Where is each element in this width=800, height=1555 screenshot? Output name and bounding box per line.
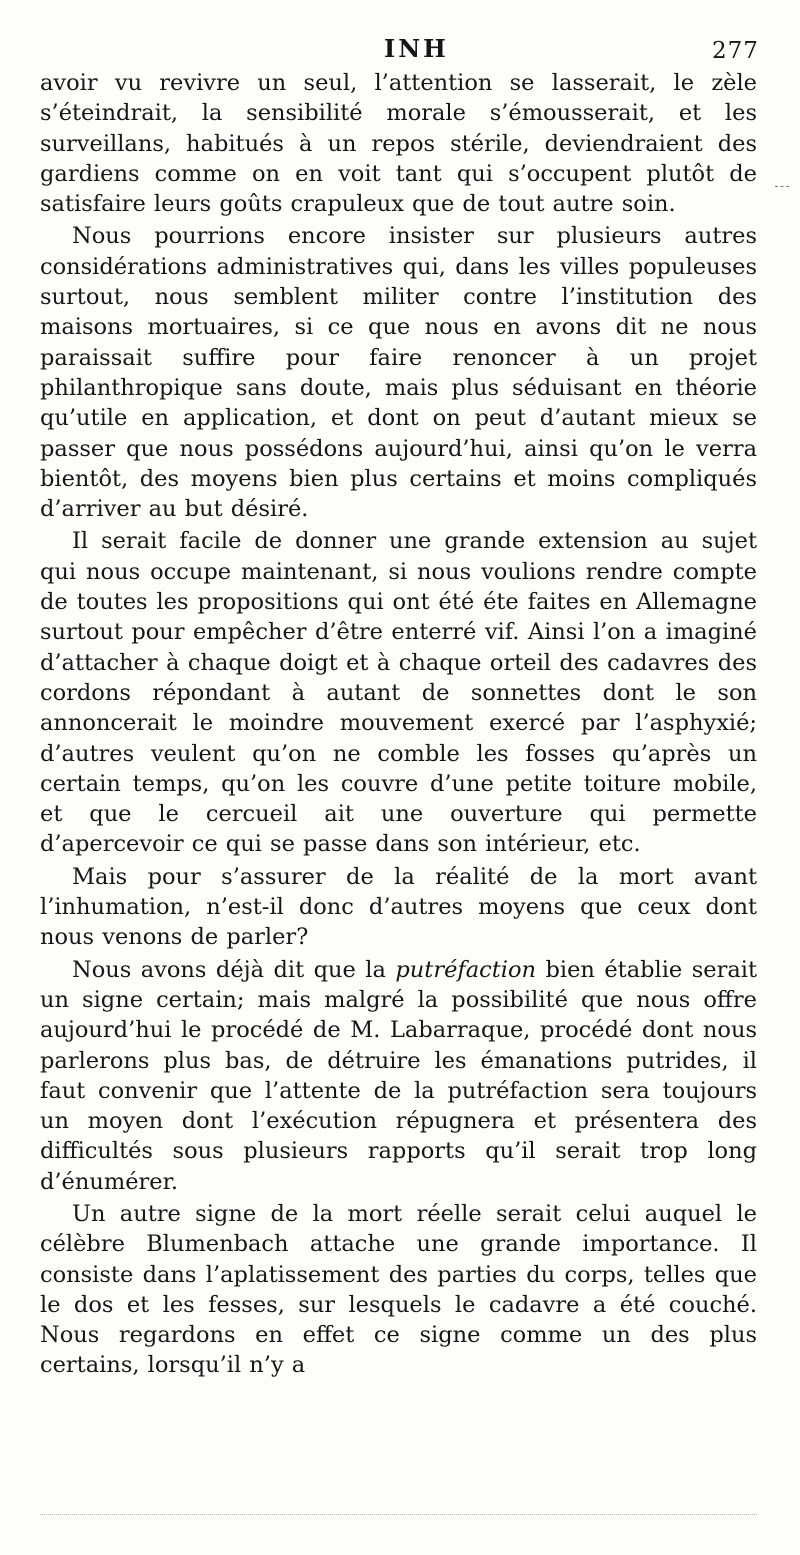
paragraph-blumenbach: Un autre signe de la mort réelle serait celui auquel le célèbre Blumenbach attache une grande importance. Il consiste dans l’aplatissement des parties du corps, telles que le dos et les fesses, sur lesquels le cadavre a été couché. Nous regardons en effet ce signe comme un des plus certains, lorsqu’il n’y a: [40, 1200, 757, 1379]
putrefaction-term: putréfaction: [395, 956, 537, 983]
paragraph-maisons-mortuaires: Nous pourrions encore insister sur plusieurs autres considérations administratives qui, dans les villes populeuses surtout, nous semblent militer contre l’institution des maisons mortuaires, si ce que nous en avons dit ne nous paraissait suffire pour faire renoncer à un projet philanthropique sans doute, mais plus séduisant en théorie qu’utile en application, et dont on peut d’autant mieux se passer que nous possédons aujourd’hui, ainsi qu’on le verra bientôt, des moyens bien plus certains et moins compliqués d’arriver au but désiré.: [40, 223, 757, 523]
paragraph-putrefaction: [40, 955, 757, 1197]
body-text: [40, 68, 757, 1381]
margin-mark: [775, 186, 789, 187]
running-head-title: INH: [384, 34, 449, 63]
paragraph-question: Mais pour s’assurer de la réalité de la mort avant l’inhumation, n’est-il donc d’autres moyens que ceux dont nous venons de parler?: [40, 863, 757, 951]
running-head: [0, 34, 800, 70]
paragraph-allemagne-propositions: Il serait facile de donner une grande extension au sujet qui nous occupe maintenant, si nous voulions rendre compte de toutes les propositions qui ont été éte faites en Allemagne surtout pour empêcher d’être enterré vif. Ainsi l’on a imaginé d’attacher à chaque doigt et à chaque orteil des cadavres des cordons répondant à autant de sonnettes dont le son annoncerait le moindre mouvement exercé par l’asphyxié; d’autres veulent qu’on ne comble les fosses qu’après un certain temps, qu’on les couvre d’une petite toiture mobile, et que le cercueil ait une ouverture qui permette d’apercevoir ce qui se passe dans son intérieur, etc.: [40, 528, 757, 858]
paragraph-putrefaction-lead: Nous avons déjà dit que la: [72, 956, 396, 983]
paragraph-putrefaction-rest: bien établie serait un signe certain; mais malgré la possibilité que nous offre aujourd’hui le procédé de M. Labarraque, procédé dont nous parlerons plus bas, de détruire les émanations putrides, il faut convenir que l’attente de la putréfaction sera toujours un moyen dont l’exécution répugnera et présentera des difficultés sous plusieurs rapports qu’il serait trop long d’énumérer.: [40, 956, 757, 1195]
bottom-dotted-rule: [40, 1514, 757, 1515]
page-number: 277: [712, 38, 759, 64]
paragraph-continuation: avoir vu revivre un seul, l’attention se lasserait, le zèle s’éteindrait, la sensibilité morale s’émousserait, et les surveillans, habitués à un repos stérile, deviendraient des gardiens comme on en voit tant qui s’occupent plutôt de satisfaire leurs goûts crapuleux que de tout autre soin.: [40, 70, 757, 218]
